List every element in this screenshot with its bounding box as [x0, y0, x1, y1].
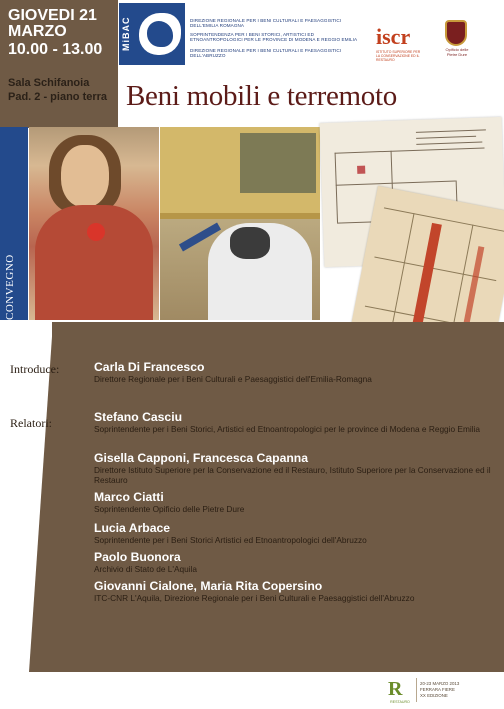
- speaker-entry: [94, 579, 498, 604]
- event-month: MARZO: [8, 23, 67, 40]
- speaker-role: Archivio di Stato de L'Aquila: [94, 564, 198, 574]
- speaker-name: Gisella Capponi, Francesca Capanna: [94, 451, 309, 465]
- speaker-entry: [94, 490, 498, 515]
- mibac-logo: [119, 3, 185, 65]
- iscr-mark: iscr: [376, 24, 411, 49]
- iscr-logo: [376, 24, 424, 64]
- speaker-name: Paolo Buonora: [94, 550, 181, 564]
- fair-edition: XX EDIZIONE: [420, 693, 448, 698]
- fair-venue: FERRARA FIERE: [420, 687, 455, 692]
- mibac-label: MiBAC: [121, 16, 131, 52]
- introduce-label: Introduce:: [10, 362, 60, 376]
- ministry-text-regional-abruzzo: DIREZIONE REGIONALE PER I BENI CULTURALI E PAESAGGISTICI DELL'ABRUZZO: [190, 48, 342, 59]
- restauro-logo-mark: R: [388, 678, 403, 700]
- ministry-text-soprintendenza: SOPRINTENDENZA PER I BENI STORICI, ARTISTICI ED ETNOANTROPOLOGICI PER LE PROVINCE DI MODENA E REGGIO EMILIA: [190, 32, 358, 43]
- speaker-name: Marco Ciatti: [94, 490, 164, 504]
- opificio-text: Opificio delle Pietre Dure: [445, 47, 469, 57]
- introducer-entry: [94, 360, 498, 385]
- speaker-name: Carla Di Francesco: [94, 360, 205, 374]
- speaker-entry: [94, 451, 498, 485]
- speaker-role: Direttore Regionale per i Beni Culturali e Paesaggistici dell'Emilia-Romagna: [94, 374, 372, 384]
- photo-restorer-at-work: [160, 127, 320, 320]
- speaker-role: Soprintendente per i Beni Storici, Artistici ed Etnoantropologici per le province di Modena e Reggio Emilia: [94, 424, 481, 434]
- crest-icon: [445, 20, 467, 46]
- restauro-logo: [386, 678, 414, 706]
- opificio-logo: [440, 20, 474, 66]
- event-date: GIOVEDI 21: [8, 7, 97, 24]
- venue-hall: Sala Schifanoia: [8, 77, 90, 89]
- event-time: 10.00 - 13.00: [8, 41, 103, 58]
- speaker-entry: [94, 550, 498, 575]
- speaker-name: Stefano Casciu: [94, 410, 183, 424]
- speaker-name: Giovanni Cialone, Maria Rita Copersino: [94, 579, 323, 593]
- speaker-entry: [94, 410, 498, 435]
- venue-floor: Pad. 2 - piano terra: [8, 91, 108, 103]
- speaker-role: ITC-CNR L'Aquila, Direzione Regionale per i Beni Culturali e Paesaggistici dell'Abruzzo: [94, 593, 415, 603]
- speaker-role: Soprintendente Opificio delle Pietre Dure: [94, 504, 245, 514]
- fair-dates: 20-23 MARZO 2013: [420, 681, 460, 686]
- speaker-role: Direttore Istituto Superiore per la Conservazione ed il Restauro, Istituto Superiore per la Conservazione ed il Restauro: [94, 465, 491, 485]
- event-title: Beni mobili e terremoto: [126, 80, 397, 112]
- speaker-name: Lucia Arbace: [94, 521, 171, 535]
- speaker-entry: [94, 521, 498, 546]
- iscr-text: ISTITUTO SUPERIORE PER LA CONSERVAZIONE ED IL RESTAURO: [376, 50, 421, 62]
- event-type-label: CONVEGNO: [4, 254, 16, 320]
- photo-christ-statue: [29, 127, 159, 320]
- relatori-label: Relatori:: [10, 416, 52, 430]
- ministry-text-regional-emilia: DIREZIONE REGIONALE PER I BENI CULTURALI E PAESAGGISTICI DELL'EMILIA ROMAGNA: [190, 18, 342, 29]
- mibac-emblem-icon: [139, 13, 181, 55]
- restauro-logo-text: RESTAURO: [390, 700, 410, 704]
- speaker-role: Soprintendente per i Beni Storici Artistici ed Etnoantropologici dell'Abruzzo: [94, 535, 367, 545]
- footer-divider: [416, 678, 417, 702]
